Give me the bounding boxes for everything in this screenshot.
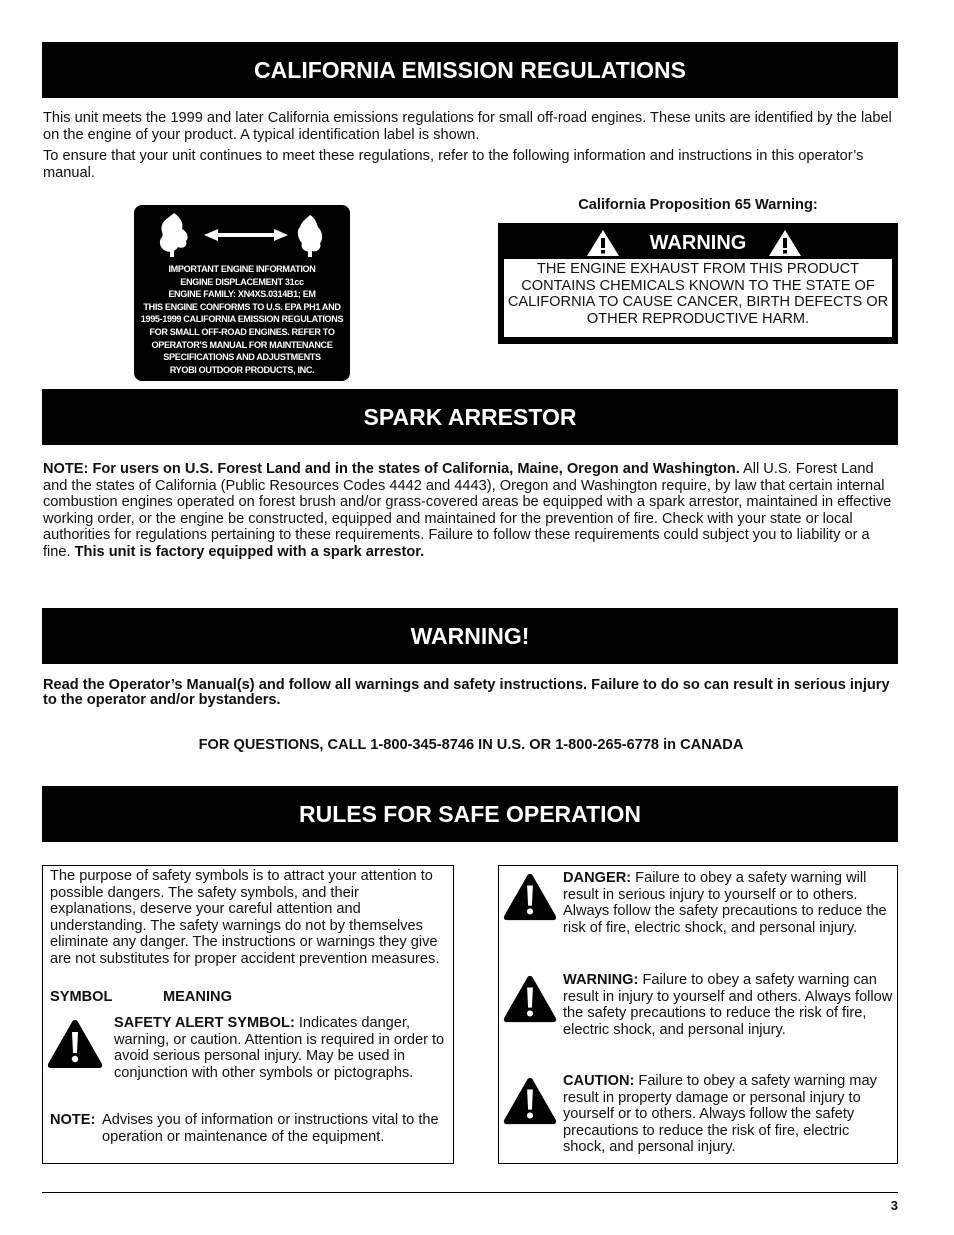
safety-alert-title: SAFETY ALERT SYMBOL: [114,1015,295,1031]
safety-alert-triangle-icon [46,1018,104,1070]
danger-description [563,870,893,936]
spark-equipped-bold: This unit is factory equipped with a spark arrestor. [74,543,425,560]
danger-title: DANGER: [563,870,632,886]
page-number: 3 [890,1198,898,1213]
danger-text: Failure to obey a safety warning will result in serious injury to yourself or to others. Always follow the safety precautions to reduce the risk of fire, electric shock, and personal injury. [563,870,887,936]
safety-symbols-box [42,865,454,1164]
caution-text: Failure to obey a safety warning may result in property damage or personal injury to yourself or to others. Always follow the safety precautions to reduce the risk of fire, electric shock, and personal injury. [563,1073,877,1156]
emissions-paragraph-1: This unit meets the 1999 and later California emissions regulations for small off-road engines. These units are identified by the label on the engine of your product. A typical identification label is shown. [43,110,892,143]
spark-arrestor-heading: SPARK ARRESTOR [42,389,898,445]
prop65-warning-header: WARNING [649,232,747,254]
engine-label-line: 1995-1999 CALIFORNIA EMISSION REGULATIONS [140,314,344,325]
footer-divider [42,1192,898,1193]
meaning-column-header: MEANING [163,989,232,1005]
engine-label-line: ENGINE FAMILY: XN4XS.0314B1; EM [168,289,316,300]
engine-label-line: OPERATOR’S MANUAL FOR MAINTENANCE [151,339,333,350]
engine-label-line: THIS ENGINE CONFORMS TO U.S. EPA PH1 AND [143,301,341,312]
prop65-title: California Proposition 65 Warning: [578,197,818,213]
engine-label-line: FOR SMALL OFF-ROAD ENGINES. REFER TO [149,326,335,337]
safety-alert-description [114,1015,448,1081]
danger-triangle-icon [502,872,558,922]
caution-description [563,1073,893,1156]
engine-label-line: ENGINE DISPLACEMENT 31cc [180,276,304,287]
questions-phone-text: FOR QUESTIONS, CALL 1-800-345-8746 IN U.S. OR 1-800-265-6778 in CANADA [198,737,744,753]
prop65-warning-box [498,223,898,344]
engine-label-line: IMPORTANT ENGINE INFORMATION [168,264,316,274]
warning-description [563,972,893,1038]
rules-heading: RULES FOR SAFE OPERATION [42,786,898,842]
engine-identification-label [134,205,350,381]
caution-title: CAUTION: [563,1073,635,1089]
warning-heading: WARNING! [42,608,898,664]
engine-label-line: SPECIFICATIONS AND ADJUSTMENTS [163,352,321,363]
signal-words-box [498,865,898,1164]
engine-label-text [138,263,346,376]
note-label: NOTE: [50,1112,96,1128]
note-text: Advises you of information or instructions vital to the operation or maintenance of the equipment. [102,1112,439,1145]
warning-signal-text: Failure to obey a safety warning can result in injury to yourself and others. Always follow the safety precautions to reduce the risk of fire, electric shock, and personal injury. [563,972,893,1038]
safety-symbols-intro: The purpose of safety symbols is to attract your attention to possible dangers. The safety symbols, and their explanations, deserve your careful attention and understanding. The safety warnings do not by themselves eliminate any danger. The instructions or warnings they give are not substitutes for proper accident prevention measures. [50,868,440,967]
warning-text: Read the Operator’s Manual(s) and follow all warnings and safety instructions. Failure to do so can result in serious injury to the operator and/or bystanders. [43,677,890,708]
warning-triangle-icon [768,229,802,257]
spark-note-bold: NOTE: For users on U.S. Forest Land and in the states of California, Maine, Oregon and Washington. [43,461,740,477]
caution-triangle-icon [502,1076,558,1126]
prop65-warning-text: THE ENGINE EXHAUST FROM THIS PRODUCT CONTAINS CHEMICALS KNOWN TO THE STATE OF CALIFORNIA TO CAUSE CANCER, BIRTH DEFECTS OR OTHER REPRODUCTIVE HARM. [504,259,892,337]
symbol-column-header: SYMBOL [50,989,113,1005]
emissions-paragraph-2: To ensure that your unit continues to meet these regulations, refer to the following information and instructions in this operator’s manual. [43,148,864,181]
warning-triangle-icon [502,974,558,1024]
spark-arrestor-paragraph [43,461,899,561]
safety-alert-text: Indicates danger, warning, or caution. Attention is required in order to avoid serious personal injury. May be used in conjunction with other symbols or pictographs. [114,1015,445,1081]
spark-body-text: All U.S. Forest Land and the states of California (Public Resources Codes 4442 and 4443), Oregon and Washington require, by law that certain internal combustion engines operated on forest brush and/or grass-covered areas be equipped with a spark arrestor, maintained in effective working order, or the engine be constructed, equipped and maintained for the prevention of fire. Check with your state or local authorities for regulations pertaining to these requirements. Failure to follow these requirements could subject you to liability or a fine. [43,461,892,560]
warning-title: WARNING: [563,972,639,988]
tree-arrow-tree-icon [134,205,350,263]
emissions-heading: CALIFORNIA EMISSION REGULATIONS [42,42,898,98]
engine-label-line: RYOBI OUTDOOR PRODUCTS, INC. [169,364,315,375]
